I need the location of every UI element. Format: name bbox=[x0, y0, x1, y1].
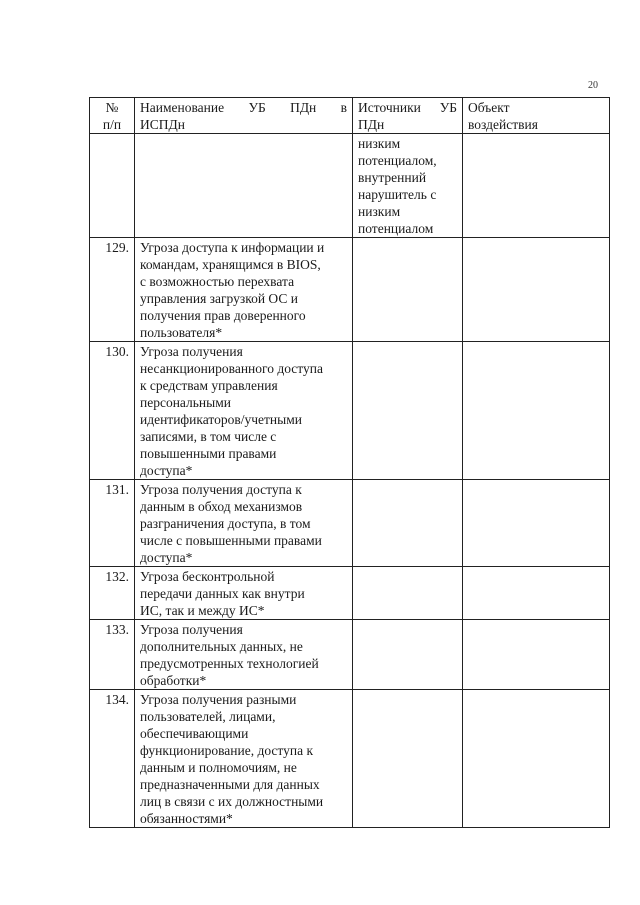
threat-name-line: Угроза доступа к информации и bbox=[140, 240, 325, 255]
threat-name-line: числе с повышенными правами bbox=[140, 533, 322, 548]
threat-name-line: несанкционированного доступа bbox=[140, 361, 323, 376]
source-text-line: низким bbox=[358, 136, 401, 151]
header-source-word: Источники bbox=[358, 100, 421, 115]
header-name-line-2: ИСПДн bbox=[140, 117, 185, 132]
threat-name-line: командам, хранящимся в BIOS, bbox=[140, 257, 321, 272]
threat-name-line: Угроза бесконтрольной bbox=[140, 569, 275, 584]
threat-name-line: получения прав доверенного bbox=[140, 308, 306, 323]
header-source-cell bbox=[353, 98, 463, 134]
threat-name-line: пользователя* bbox=[140, 325, 223, 340]
table-row bbox=[90, 690, 610, 828]
header-name-line-1 bbox=[140, 99, 347, 116]
threat-name-line: доступа* bbox=[140, 463, 193, 478]
header-number-symbol: № bbox=[105, 100, 119, 115]
threat-name-line: обеспечивающими bbox=[140, 726, 249, 741]
row-source-cell bbox=[353, 620, 463, 690]
threat-name-line: пользователей, лицами, bbox=[140, 709, 276, 724]
threat-name-line: разграничения доступа, в том bbox=[140, 516, 311, 531]
header-name-cell bbox=[135, 98, 353, 134]
header-name-word: Наименование bbox=[140, 100, 225, 115]
source-text-line: потенциалом bbox=[358, 221, 434, 236]
threat-name-line: Угроза получения bbox=[140, 344, 243, 359]
row-source-cell bbox=[353, 342, 463, 480]
row-source-cell bbox=[353, 480, 463, 567]
row-number-cell bbox=[90, 134, 135, 238]
row-number: 131. bbox=[90, 480, 135, 567]
row-number: 130. bbox=[90, 342, 135, 480]
source-text-line: потенциалом, bbox=[358, 153, 437, 168]
threat-name-line: записями, в том числе с bbox=[140, 429, 277, 444]
row-number: 129. bbox=[90, 238, 135, 342]
header-object-line-2: воздействия bbox=[468, 117, 538, 132]
threat-name-line: лиц в связи с их должностными bbox=[140, 794, 324, 809]
threats-table bbox=[89, 97, 610, 828]
header-name-word: УБ bbox=[248, 100, 266, 115]
threat-name-line: функционирование, доступа к bbox=[140, 743, 314, 758]
table-row bbox=[90, 342, 610, 480]
row-name-cell bbox=[135, 690, 353, 828]
row-source-cell bbox=[353, 690, 463, 828]
row-number: 133. bbox=[90, 620, 135, 690]
threat-name-line: идентификаторов/учетными bbox=[140, 412, 302, 427]
row-name-cell bbox=[135, 238, 353, 342]
threat-name-line: передачи данных как внутри bbox=[140, 586, 305, 601]
threat-name-line: Угроза получения bbox=[140, 622, 243, 637]
header-name-word: в bbox=[340, 100, 347, 115]
source-text-line: нарушитель с bbox=[358, 187, 437, 202]
row-number: 132. bbox=[90, 567, 135, 620]
header-source-line-1 bbox=[358, 99, 457, 116]
table-row bbox=[90, 567, 610, 620]
row-source-cell bbox=[353, 134, 463, 238]
table-row bbox=[90, 238, 610, 342]
row-object-cell bbox=[463, 567, 610, 620]
threat-name-line: обработки* bbox=[140, 673, 207, 688]
header-source-line-2: ПДн bbox=[358, 117, 385, 132]
header-source-word: УБ bbox=[439, 100, 457, 115]
threat-name-line: персональными bbox=[140, 395, 231, 410]
header-number-abbrev: п/п bbox=[102, 117, 122, 132]
threat-name-line: управления загрузкой ОС и bbox=[140, 291, 298, 306]
row-number: 134. bbox=[90, 690, 135, 828]
row-object-cell bbox=[463, 690, 610, 828]
continuation-row bbox=[90, 134, 610, 238]
row-object-cell bbox=[463, 620, 610, 690]
threat-name-line: предназначенными для данных bbox=[140, 777, 320, 792]
row-name-cell bbox=[135, 567, 353, 620]
threat-name-line: Угроза получения доступа к bbox=[140, 482, 302, 497]
threat-name-line: обязанностями* bbox=[140, 811, 233, 826]
source-text-line: внутренний bbox=[358, 170, 427, 185]
row-source-cell bbox=[353, 567, 463, 620]
table-header-row bbox=[90, 98, 610, 134]
table-row bbox=[90, 480, 610, 567]
threat-name-line: к средствам управления bbox=[140, 378, 278, 393]
row-name-cell bbox=[135, 620, 353, 690]
threat-name-line: дополнительных данных, не bbox=[140, 639, 303, 654]
row-name-cell bbox=[135, 134, 353, 238]
header-name-word: ПДн bbox=[290, 100, 317, 115]
row-object-cell bbox=[463, 134, 610, 238]
row-object-cell bbox=[463, 238, 610, 342]
header-object-line-1: Объект bbox=[468, 100, 510, 115]
row-object-cell bbox=[463, 342, 610, 480]
source-text-line: низким bbox=[358, 204, 401, 219]
table-row bbox=[90, 620, 610, 690]
row-source-cell bbox=[353, 238, 463, 342]
threat-name-line: данным и полномочиям, не bbox=[140, 760, 297, 775]
header-number-cell bbox=[90, 98, 135, 134]
threat-name-line: доступа* bbox=[140, 550, 193, 565]
threat-name-line: с возможностью перехвата bbox=[140, 274, 295, 289]
page-number: 20 bbox=[588, 80, 598, 91]
row-name-cell bbox=[135, 480, 353, 567]
header-object-cell bbox=[463, 98, 610, 134]
threat-name-line: данным в обход механизмов bbox=[140, 499, 303, 514]
threat-name-line: Угроза получения разными bbox=[140, 692, 297, 707]
threat-name-line: предусмотренных технологией bbox=[140, 656, 319, 671]
row-name-cell bbox=[135, 342, 353, 480]
row-object-cell bbox=[463, 480, 610, 567]
threat-name-line: ИС, так и между ИС* bbox=[140, 603, 265, 618]
threat-name-line: повышенными правами bbox=[140, 446, 277, 461]
